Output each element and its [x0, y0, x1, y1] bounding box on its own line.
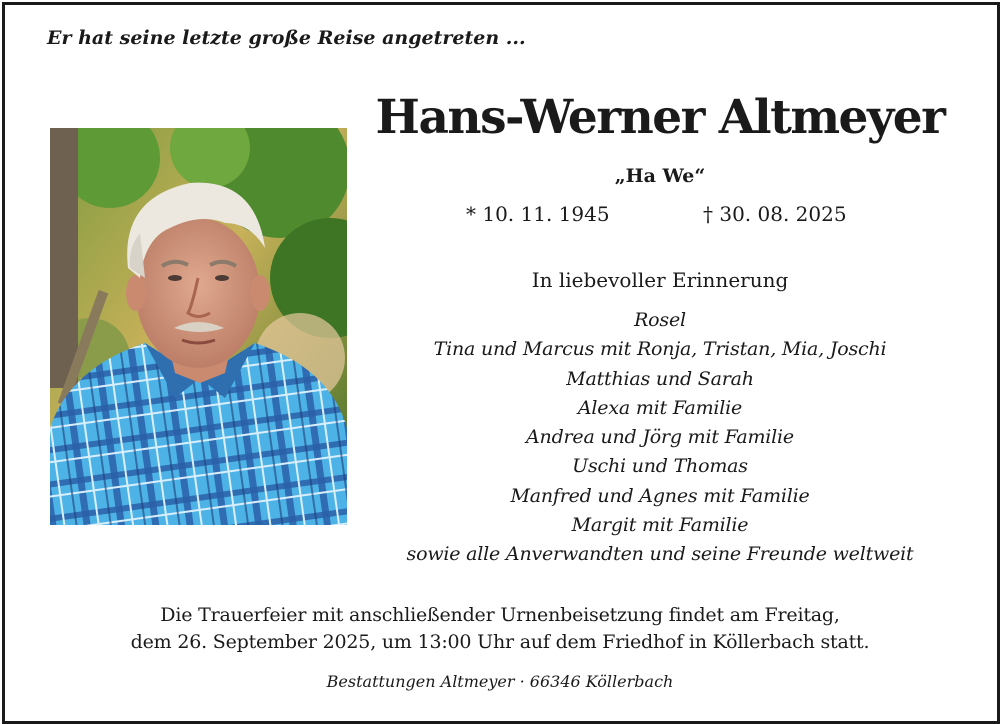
- mourners-list: [360, 306, 960, 570]
- funeral-line: Die Trauerfeier mit anschließender Urnenbeisetzung findet am Freitag,: [160, 604, 840, 626]
- mourner-line: Andrea und Jörg mit Familie: [526, 426, 794, 449]
- mourner-line: Uschi und Thomas: [572, 455, 748, 478]
- undertaker-credit: Bestattungen Altmeyer · 66346 Köllerbach: [326, 672, 674, 691]
- mourner-line: Manfred und Agnes mit Familie: [510, 484, 810, 507]
- mourner-line: Alexa mit Familie: [577, 396, 743, 419]
- birth-date: * 10. 11. 1945: [466, 202, 610, 226]
- mourner-line: Tina und Marcus mit Ronja, Tristan, Mia, Joschi: [433, 338, 887, 361]
- mourner-line: Matthias und Sarah: [566, 367, 754, 390]
- deceased-name: Hans-Werner Altmeyer: [375, 90, 945, 145]
- memory-heading: In liebevoller Erinnerung: [531, 268, 789, 292]
- motto-line: Er hat seine letzte große Reise angetreten ...: [47, 27, 526, 49]
- funeral-notice: [40, 602, 960, 656]
- deceased-nickname: „Ha We“: [614, 165, 706, 187]
- death-date: † 30. 08. 2025: [703, 202, 847, 226]
- mourner-line: Rosel: [634, 309, 686, 331]
- portrait-photo: [50, 128, 347, 525]
- funeral-line: dem 26. September 2025, um 13:00 Uhr auf dem Friedhof in Köllerbach statt.: [130, 631, 870, 653]
- mourner-line: sowie alle Anverwandten und seine Freunde weltweit: [406, 543, 914, 566]
- mourner-line: Margit mit Familie: [571, 514, 749, 537]
